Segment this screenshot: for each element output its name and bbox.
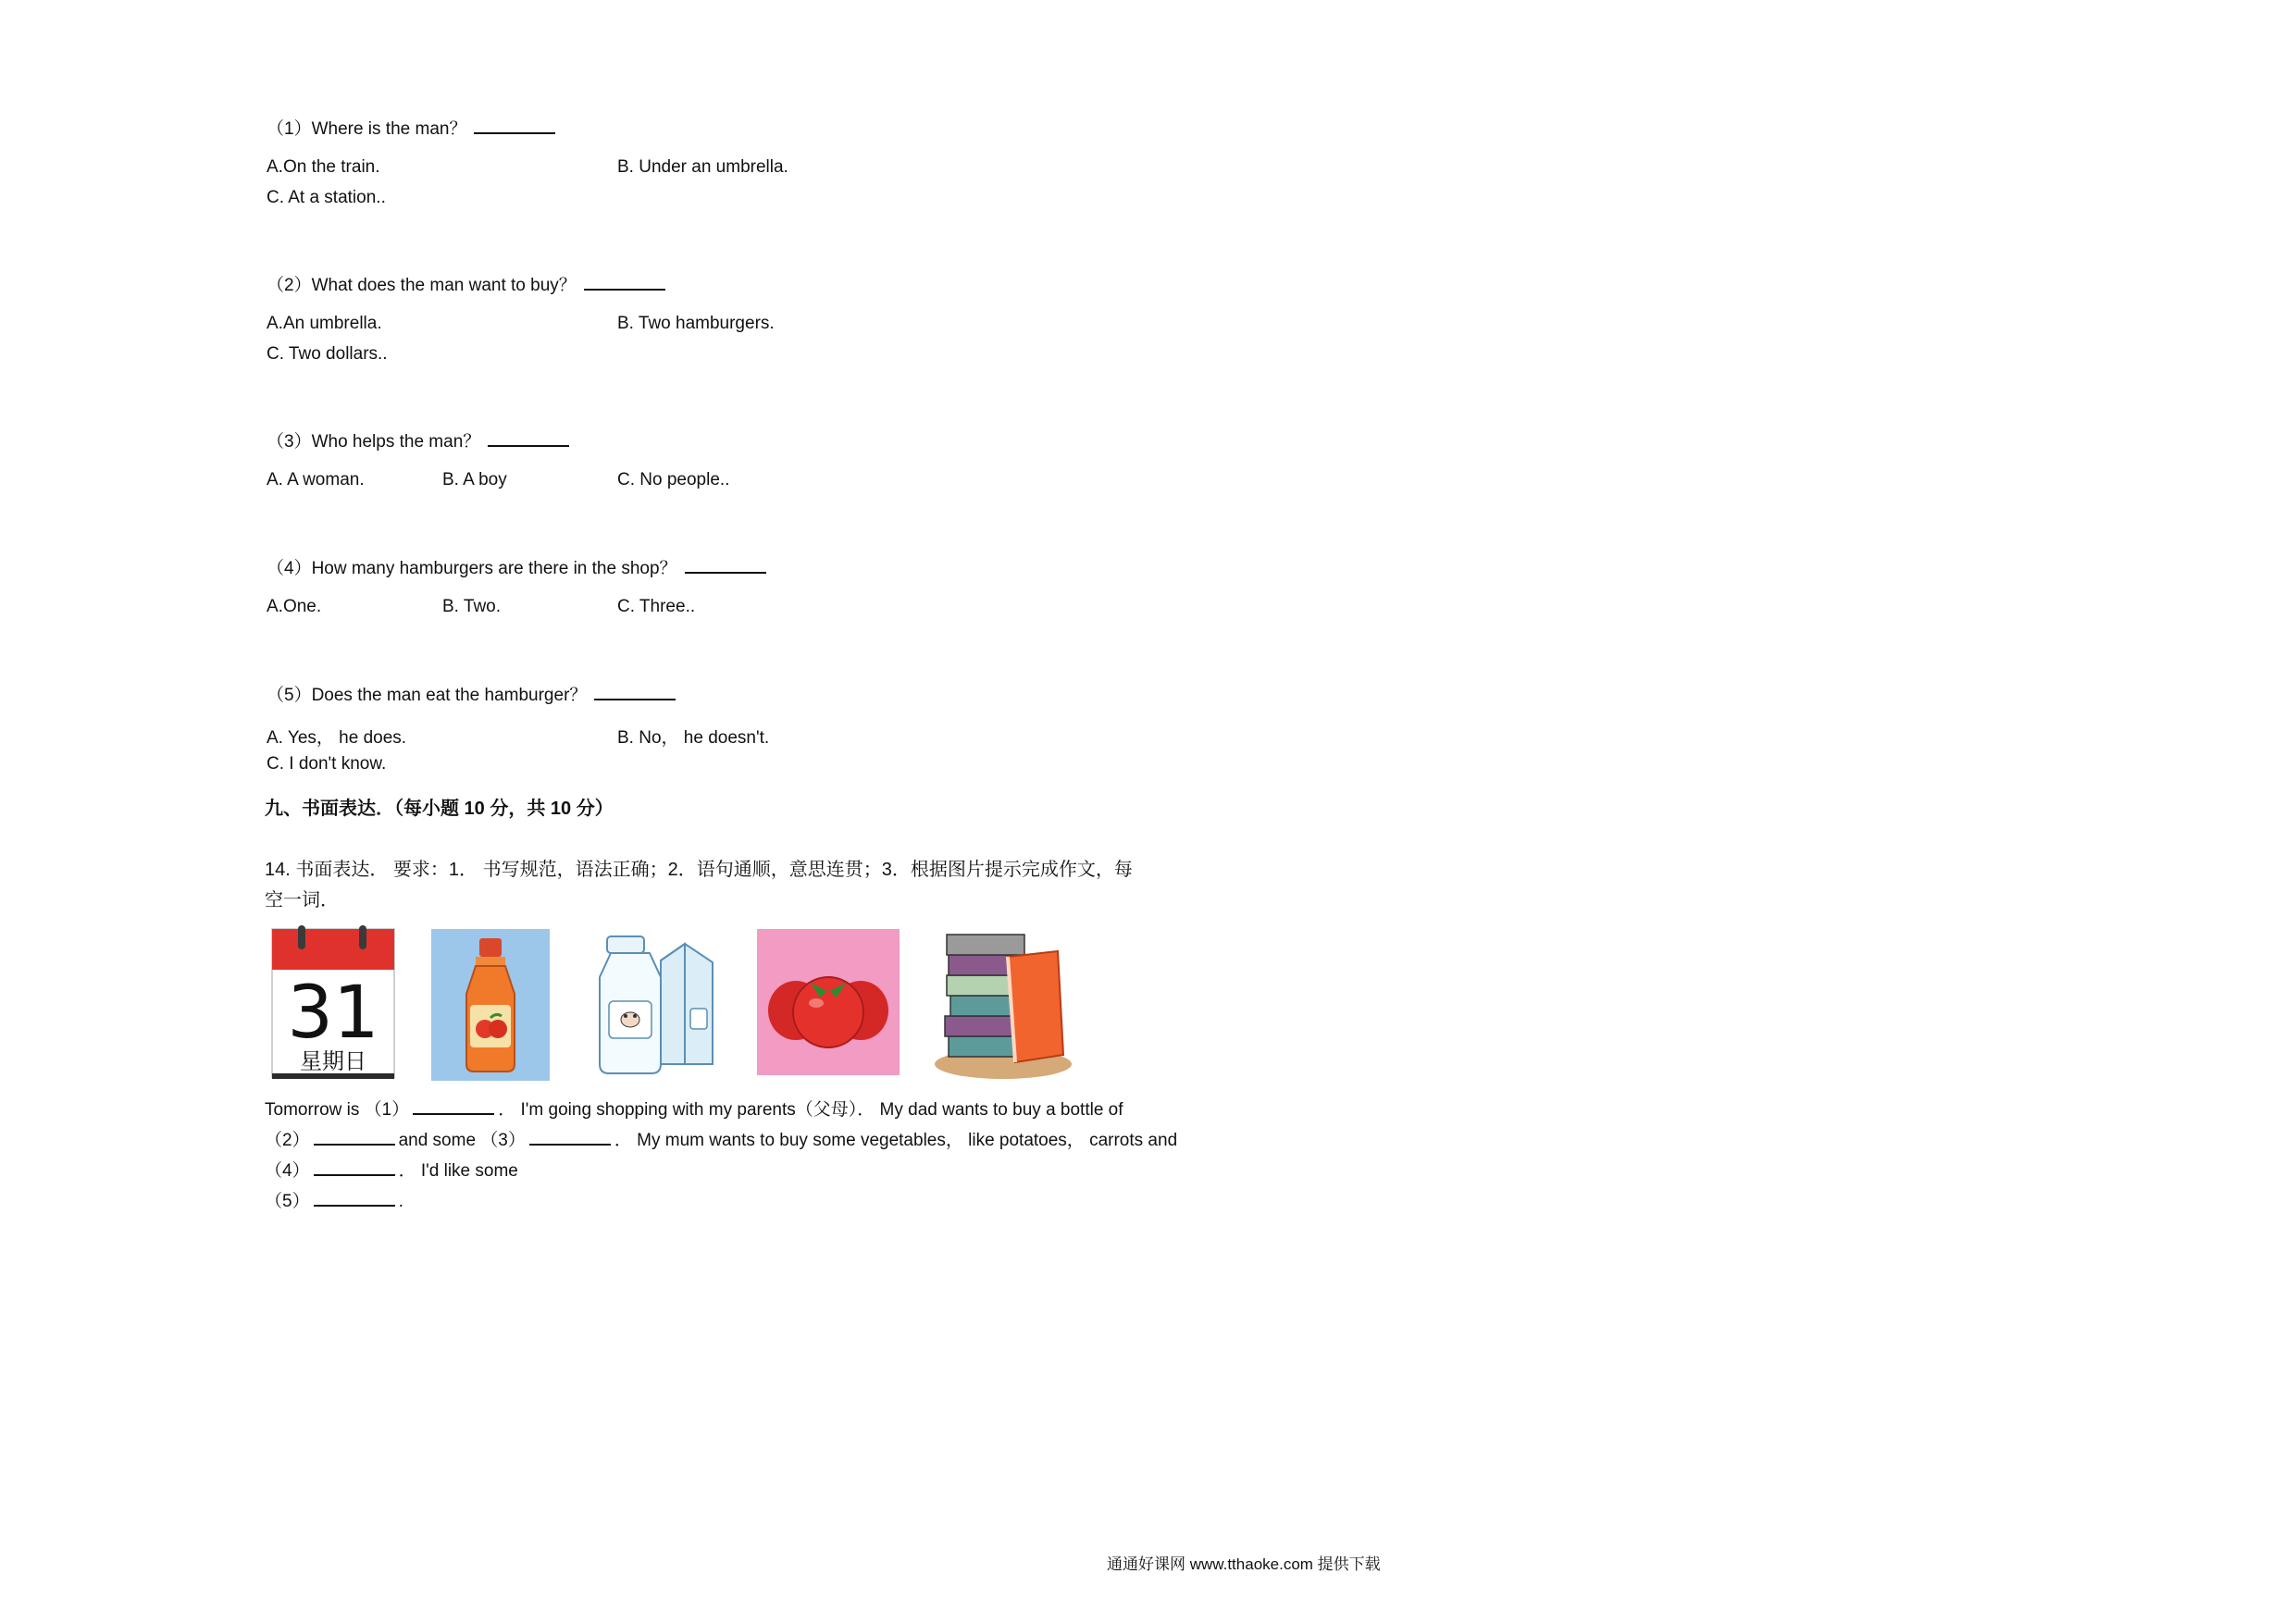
answer-blank-4[interactable]: [685, 555, 766, 574]
answer-blank-2[interactable]: [584, 272, 665, 291]
passage-line-1: Tomorrow is （1） ． I'm going shopping with my parents（父母）． My dad wants to buy a bottle of: [265, 1096, 1123, 1121]
q1-option-b: B. Under an umbrella.: [617, 157, 788, 177]
passage-blank-5[interactable]: [314, 1188, 395, 1207]
q1-option-c: C. At a station..: [267, 188, 386, 207]
question-3-prompt: （3）Who helps the man？: [267, 427, 569, 452]
question-1-prompt: （1）Where is the man？: [267, 115, 555, 140]
q4-option-b: B. Two.: [442, 597, 502, 616]
answer-blank-5[interactable]: [594, 682, 676, 700]
q1-option-a: A.On the train.: [267, 157, 380, 177]
passage-line-2: （2） and some （3） ． My mum wants to buy some vegetables， like potatoes， carrots and: [265, 1126, 1177, 1151]
milk-icon: [594, 925, 724, 1081]
books-icon: [930, 925, 1076, 1081]
instruction-line-2: 空一词．: [265, 890, 339, 911]
section-title: 九、书面表达．（每小题 10 分，共 10 分）: [265, 799, 614, 819]
q4-option-a: A.One.: [267, 597, 322, 616]
answer-blank-1[interactable]: [474, 116, 555, 134]
q2-option-a: A.An umbrella.: [267, 314, 382, 333]
calendar-icon: [270, 925, 396, 1081]
q2-option-b: B. Two hamburgers.: [617, 314, 775, 333]
q3-option-a: A. A woman.: [267, 470, 365, 489]
calendar-day: 31: [287, 972, 379, 1055]
q5-option-c: C. I don't know.: [267, 754, 387, 774]
passage-blank-3[interactable]: [529, 1127, 611, 1146]
juice-bottle-icon: [431, 925, 550, 1081]
calendar-weekday: 星期日: [300, 1049, 366, 1074]
answer-blank-3[interactable]: [488, 428, 569, 447]
q2-option-c: C. Two dollars..: [267, 344, 388, 364]
passage-blank-1[interactable]: [413, 1096, 494, 1115]
q3-option-c: C. No people..: [617, 470, 730, 489]
passage-blank-2[interactable]: [314, 1127, 395, 1146]
q5-option-b: B. No， he doesn't.: [617, 728, 770, 748]
q5-option-a: A. Yes， he does.: [267, 728, 407, 748]
instruction-line-1: 14. 书面表达． 要求：1． 书写规范，语法正确；2．语句通顺，意思连贯；3．根据图片提示完成作文，每: [265, 860, 1133, 880]
passage-blank-4[interactable]: [314, 1158, 395, 1176]
question-5-prompt: （5）Does the man eat the hamburger？: [267, 681, 676, 706]
question-4-prompt: （4）How many hamburgers are there in the shop？: [267, 554, 766, 579]
page-footer: 通通好课网 www.tthaoke.com 提供下载: [1107, 1555, 1381, 1573]
tomato-icon: [757, 925, 900, 1075]
passage-line-3: （4） ． I'd like some: [265, 1157, 518, 1182]
passage-line-4: （5） .: [265, 1187, 403, 1212]
question-2-prompt: （2）What does the man want to buy？: [267, 271, 665, 296]
q4-option-c: C. Three..: [617, 597, 696, 616]
q3-option-b: B. A boy: [442, 470, 507, 489]
